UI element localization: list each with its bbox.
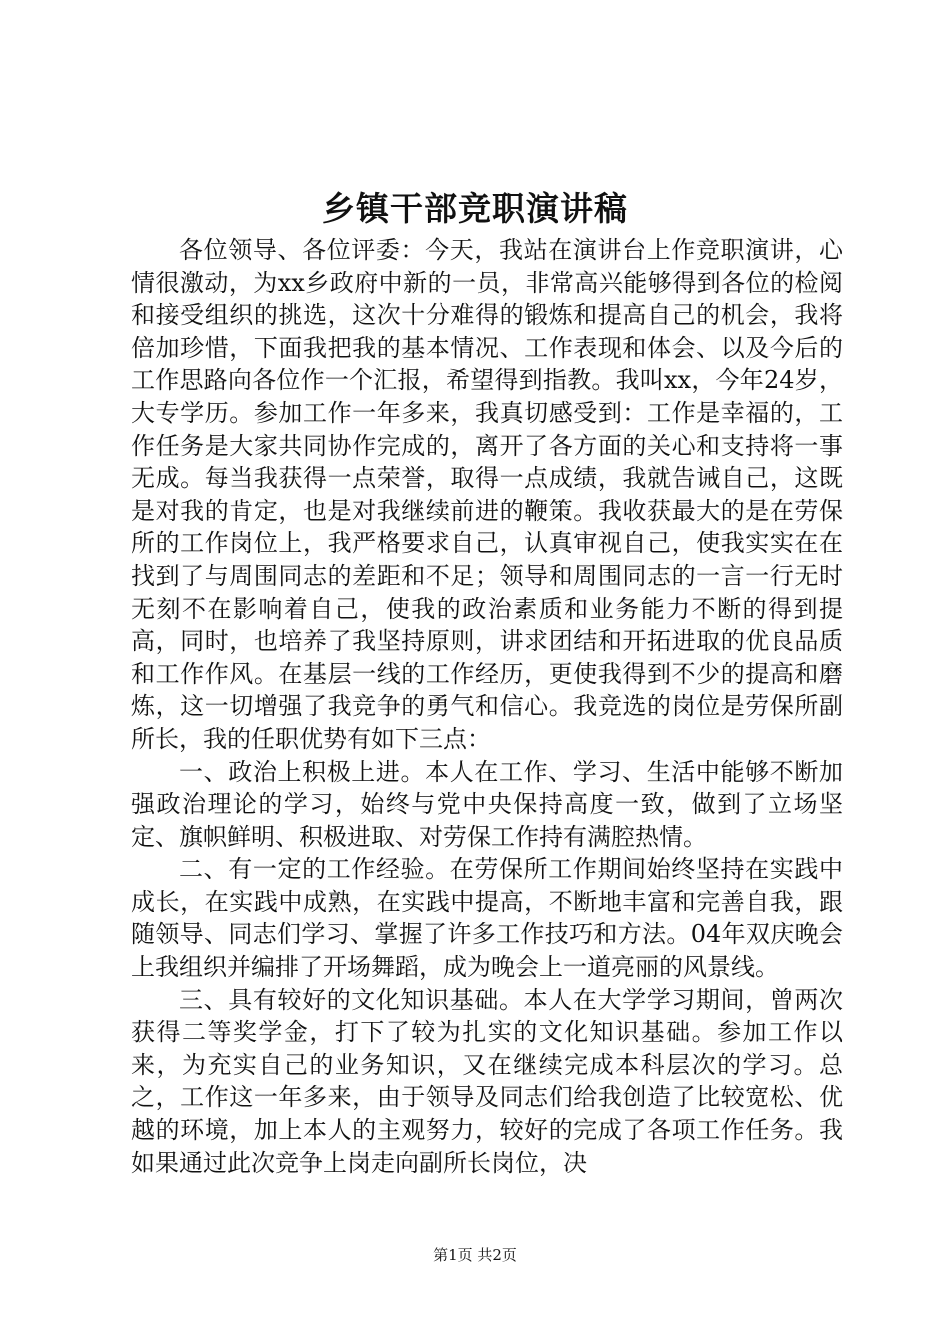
paragraph-point-3: 三、具有较好的文化知识基础。本人在大学学习期间，曾两次获得二等奖学金，打下了较为扎实的文化知识基础。参加工作以来，为充实自己的业务知识，又在继续完成本科层次的学习。总之，工作这一年多来，由于领导及同志们给我创造了比较宽松、优越的环境，加上本人的主观努力，较好的完成了各项工作任务。我如果通过此次竞争上岗走向副所长岗位，决 [131, 985, 843, 1177]
paragraph-point-2: 二、有一定的工作经验。在劳保所工作期间始终坚持在实践中成长，在实践中成熟，在实践中提高，不断地丰富和完善自我，跟随领导、同志们学习、掌握了许多工作技巧和方法。04年双庆晚会上我组织并编排了开场舞蹈，成为晚会上一道亮丽的风景线。 [131, 855, 843, 982]
document-title: 乡镇干部竞职演讲稿 [322, 189, 628, 228]
paragraph-intro: 各位领导、各位评委：今天，我站在演讲台上作竞职演讲，心情很激动，为xx乡政府中新的一员，非常高兴能够得到各位的检阅和接受组织的挑选，这次十分难得的锻炼和提高自己的机会，我将倍加珍惜，下面我把我的基本情况、工作表现和体会、以及今后的工作思路向各位作一个汇报，希望得到指教。我叫xx，今年24岁，大专学历。参加工作一年多来，我真切感受到：工作是幸福的，工作任务是大家共同协作完成的，离开了各方面的关心和支持将一事无成。每当我获得一点荣誉，取得一点成绩，我就告诫自己，这既是对我的肯定，也是对我继续前进的鞭策。我收获最大的是在劳保所的工作岗位上，我严格要求自己，认真审视自己，使我实实在在找到了与周围同志的差距和不足；领导和周围同志的一言一行无时无刻不在影响着自己，使我的政治素质和业务能力不断的得到提高，同时，也培养了我坚持原则，讲求团结和开拓进取的优良品质和工作作风。在基层一线的工作经历，更使我得到不少的提高和磨炼，这一切增强了我竞争的勇气和信心。我竞选的岗位是劳保所副所长，我的任职优势有如下三点： [131, 236, 843, 753]
paragraph-point-1: 一、政治上积极上进。本人在工作、学习、生活中能够不断加强政治理论的学习，始终与党中央保持高度一致，做到了立场坚定、旗帜鲜明、积极进取、对劳保工作持有满腔热情。 [131, 757, 843, 851]
document-body [131, 234, 843, 1179]
page-number-footer: 第1页 共2页 [433, 1246, 517, 1264]
